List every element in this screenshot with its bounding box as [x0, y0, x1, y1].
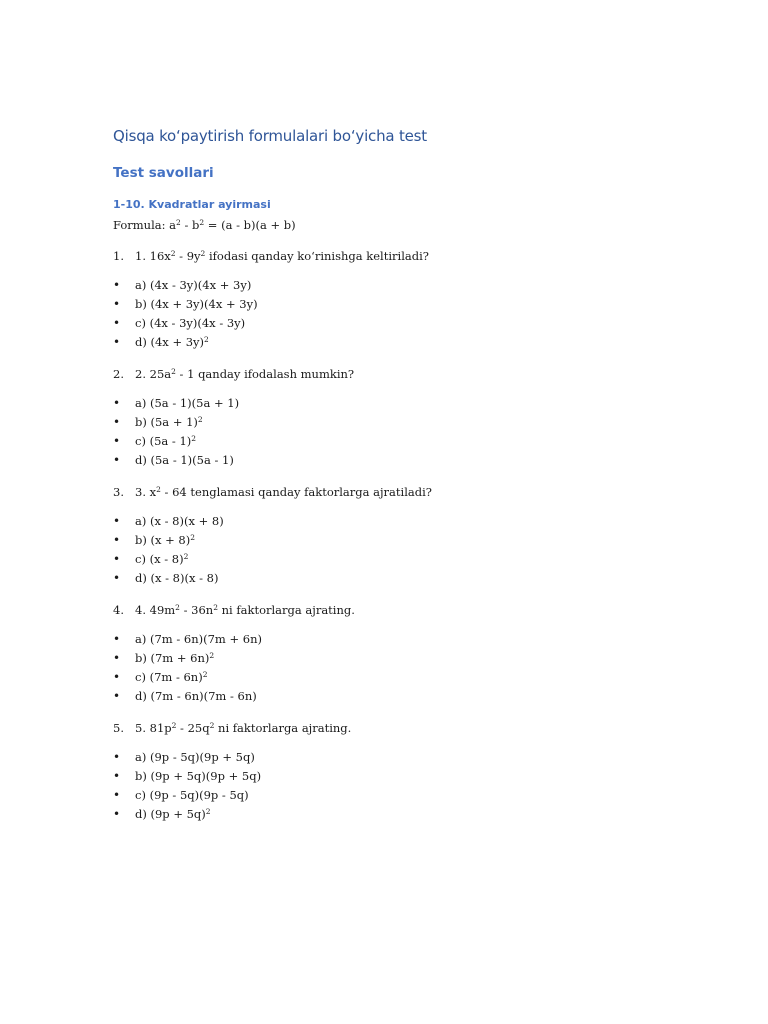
answer-option-text: b) $(5a + 1)^2$	[135, 415, 203, 429]
answer-option	[113, 451, 768, 470]
answer-option-text: a) (x - 8)(x + 8)	[135, 514, 224, 528]
answer-option-text: d) (x - 8)(x - 8)	[135, 571, 219, 585]
answer-option	[113, 649, 768, 668]
answer-option	[113, 512, 768, 531]
answer-option-text: c) (7m - 6n)$^2$	[135, 670, 208, 684]
answer-option-text: a) (7m - 6n)(7m + 6n)	[135, 632, 262, 646]
answer-option-text: c) (x - 8)$^2$	[135, 552, 189, 566]
answer-option-text: a) (5a - 1)(5a + 1)	[135, 396, 240, 410]
answer-options-list	[113, 748, 768, 824]
answer-option-text: b) (9p + 5q)(9p + 5q)	[135, 769, 262, 783]
section-heading: 1-10. Kvadratlar ayirmasi	[113, 198, 271, 211]
answer-option	[113, 531, 768, 550]
answer-options-list	[113, 394, 768, 470]
bullet-icon: •	[113, 651, 121, 665]
answer-option	[113, 333, 768, 352]
bullet-icon: •	[113, 297, 121, 311]
answer-option-text: b) $(7m + 6n)^2$	[135, 651, 215, 665]
answer-option	[113, 767, 768, 786]
answer-option	[113, 432, 768, 451]
bullet-icon: •	[113, 807, 121, 821]
question-text: 1. $16x^2 - 9y^2$ ifodasi qanday ko‘rinishga keltiriladi?	[135, 249, 429, 263]
answer-option-text: c) (9p - 5q)(9p - 5q)	[135, 788, 249, 802]
question-number: 1.	[113, 249, 124, 263]
formula-text: Formula: $a^2 - b^2 = (a - b)(a + b)$	[113, 218, 296, 232]
question-number: 4.	[113, 603, 124, 617]
bullet-icon: •	[113, 278, 121, 292]
answer-option-text: d) $(9p + 5q)^2$	[135, 807, 211, 821]
answer-option	[113, 394, 768, 413]
bullet-icon: •	[113, 750, 121, 764]
answer-option-text: d) $(4x + 3y)^2$	[135, 335, 209, 349]
answer-options-list	[113, 512, 768, 588]
answer-options-list	[113, 630, 768, 706]
bullet-icon: •	[113, 533, 121, 547]
answer-options-list	[113, 276, 768, 352]
bullet-icon: •	[113, 453, 121, 467]
question-block	[113, 246, 768, 352]
answer-option-text: d) (5a - 1)(5a - 1)	[135, 453, 234, 467]
question-item	[113, 364, 768, 384]
question-text: 3. $x^2 - 64$ tenglamasi qanday faktorlarga ajratiladi?	[135, 485, 432, 499]
answer-option-text: b) $(x + 8)^2$	[135, 533, 196, 547]
answer-option-text: c) (5a - 1)$^2$	[135, 434, 197, 448]
question-block	[113, 600, 768, 706]
answer-option	[113, 687, 768, 706]
bullet-icon: •	[113, 769, 121, 783]
question-item	[113, 482, 768, 502]
bullet-icon: •	[113, 689, 121, 703]
answer-option-text: c) (4x - 3y)(4x - 3y)	[135, 316, 246, 330]
answer-option	[113, 295, 768, 314]
question-block	[113, 482, 768, 588]
bullet-icon: •	[113, 632, 121, 646]
answer-option	[113, 630, 768, 649]
answer-option	[113, 314, 768, 333]
answer-option	[113, 276, 768, 295]
question-text: 4. $49m^2 - 36n^2$ ni faktorlarga ajrating.	[135, 603, 355, 617]
question-number: 3.	[113, 485, 124, 499]
bullet-icon: •	[113, 434, 121, 448]
question-text: 2. $25a^2 - 1$ qanday ifodalash mumkin?	[135, 367, 355, 381]
questions-list	[113, 246, 768, 824]
document-subtitle: Test savollari	[113, 165, 214, 181]
bullet-icon: •	[113, 396, 121, 410]
document-title: Qisqa ko‘paytirish formulalari bo‘yicha test	[113, 127, 427, 145]
bullet-icon: •	[113, 514, 121, 528]
bullet-icon: •	[113, 335, 121, 349]
bullet-icon: •	[113, 415, 121, 429]
answer-option	[113, 786, 768, 805]
answer-option	[113, 413, 768, 432]
bullet-icon: •	[113, 316, 121, 330]
answer-option	[113, 805, 768, 824]
question-text: 5. $81p^2 - 25q^2$ ni faktorlarga ajrating.	[135, 721, 352, 735]
answer-option-text: b) (4x + 3y)(4x + 3y)	[135, 297, 258, 311]
answer-option-text: a) (4x - 3y)(4x + 3y)	[135, 278, 252, 292]
bullet-icon: •	[113, 552, 121, 566]
question-item	[113, 246, 768, 266]
question-number: 5.	[113, 721, 124, 735]
bullet-icon: •	[113, 571, 121, 585]
answer-option	[113, 550, 768, 569]
bullet-icon: •	[113, 788, 121, 802]
question-block	[113, 718, 768, 824]
answer-option-text: d) (7m - 6n)(7m - 6n)	[135, 689, 257, 703]
bullet-icon: •	[113, 670, 121, 684]
question-item	[113, 718, 768, 738]
question-number: 2.	[113, 367, 124, 381]
question-block	[113, 364, 768, 470]
question-item	[113, 600, 768, 620]
answer-option	[113, 668, 768, 687]
answer-option	[113, 748, 768, 767]
answer-option	[113, 569, 768, 588]
answer-option-text: a) (9p - 5q)(9p + 5q)	[135, 750, 255, 764]
